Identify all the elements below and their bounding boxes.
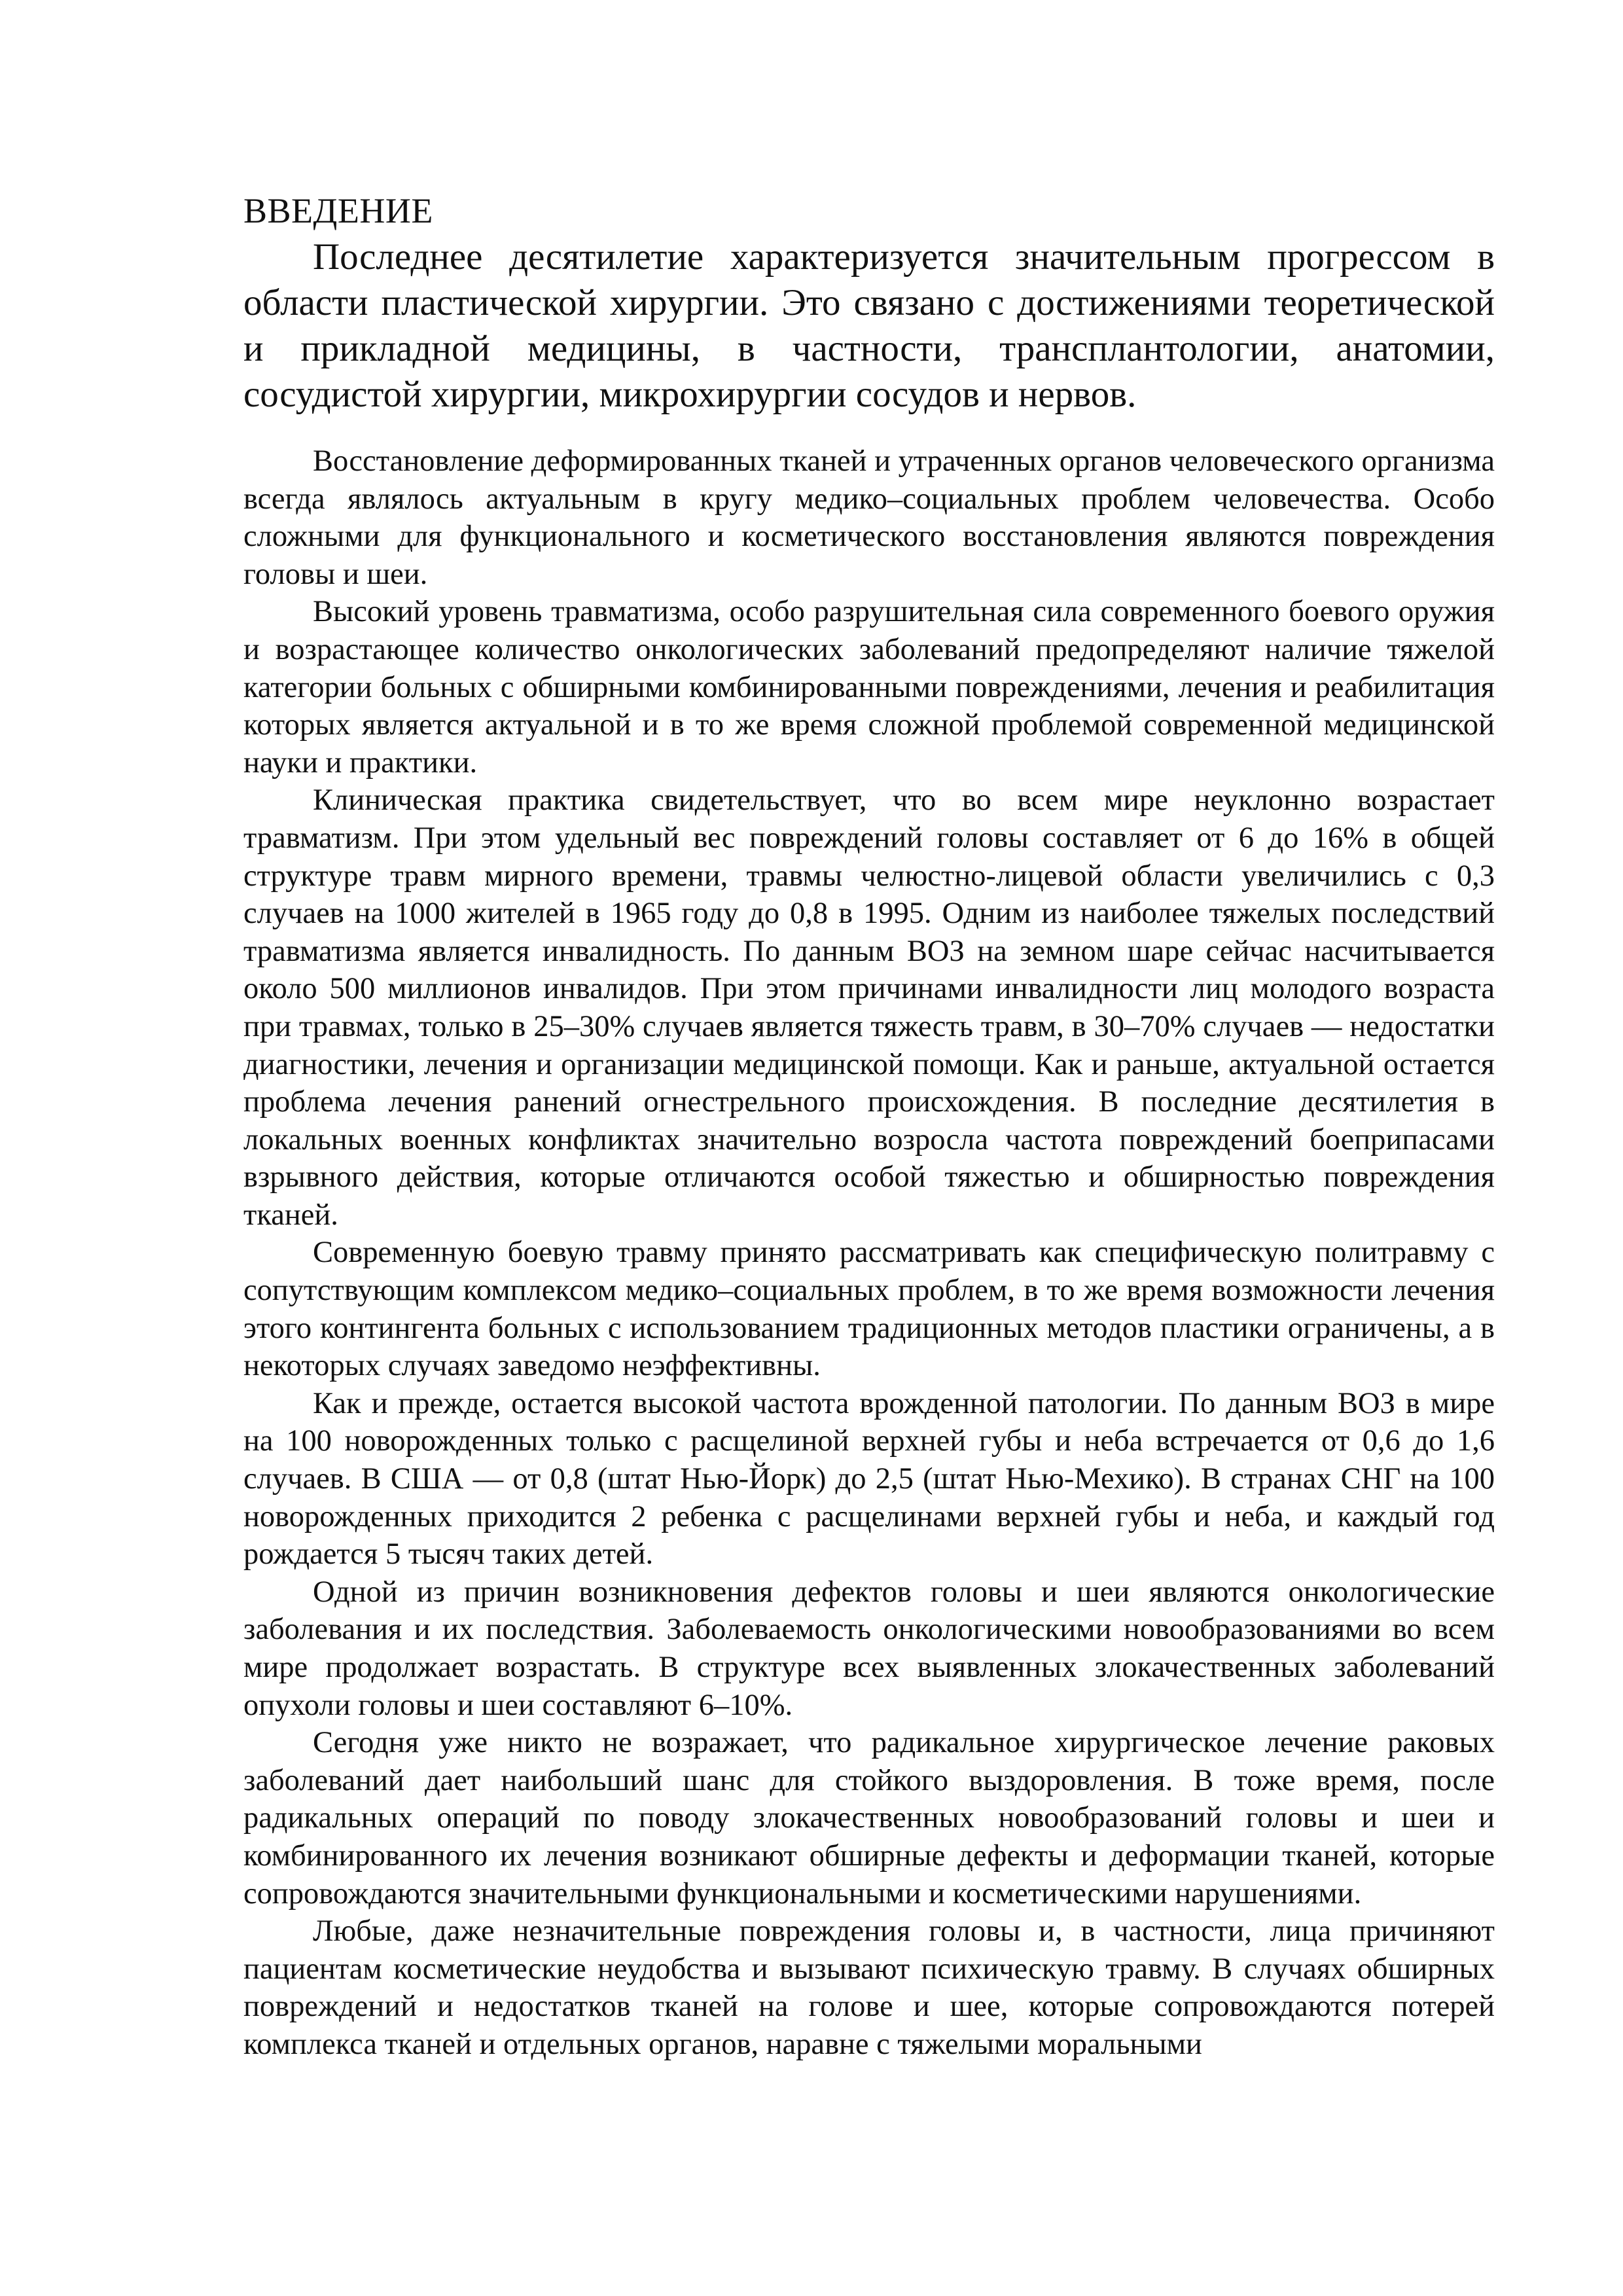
paragraph-4: Современную боевую травму принято рассматривать как специфическую политравму с сопутствующим комплексом медико–социальных проблем, в то же время возможности лечения этого контингента больных с использованием традиционных методов пластики ограничены, а в некоторых случаях заведомо неэффективны. (243, 1236, 1495, 1383)
paragraph-7: Сегодня уже никто не возражает, что радикальное хирургическое лечение раковых заболеваний дает наибольший шанс для стойкого выздоровления. В тоже время, после радикальных операций по поводу злокачественных новообразований головы и шеи и комбинированного их лечения возникают обширные дефекты и деформации тканей, которые сопровождаются значительными функциональными и косметическими нарушениями. (243, 1726, 1495, 1910)
document-page (243, 190, 1495, 2064)
paragraph-3: Клиническая практика свидетельствует, что во всем мире неуклонно возрастает травматизм. При этом удельный вес повреждений головы составляет от 6 до 16% в общей структуре травм мирного времени, травмы челюстно-лицевой области увеличились с 0,3 случаев на 1000 жителей в 1965 году до 0,8 в 1995. Одним из наиболее тяжелых последствий травматизма является инвалидность. По данным ВОЗ на земном шаре сейчас насчитывается около 500 миллионов инвалидов. При этом причинами инвалидности лиц молодого возраста при травмах, только в 25–30% случаев является тяжесть травм, в 30–70% случаев — недостатки диагностики, лечения и организации медицинской помощи. Как и раньше, актуальной остается проблема лечения ранений огнестрельного происхождения. В последние десятилетия в локальных военных конфликтах значительно возросла частота повреждений боеприпасами взрывного действия, которые отличаются особой тяжестью и обширностью повреждения тканей. (243, 783, 1495, 1232)
paragraph-2: Высокий уровень травматизма, особо разрушительная сила современного боевого оружия и возрастающее количество онкологических заболеваний предопределяют наличие тяжелой категории больных с обширными комбинированными повреждениями, лечения и реабилитация которых является актуальной и в то же время сложной проблемой современной медицинской науки и практики. (243, 595, 1495, 780)
lead-paragraph: Последнее десятилетие характеризуется значительным прогрессом в области пластической хирургии. Это связано с достижениями теоретической и прикладной медицины, в частности, трансплантологии, анатомии, сосудистой хирургии, микрохирургии сосудов и нервов. (243, 236, 1495, 415)
section-heading: ВВЕДЕНИЕ (243, 191, 433, 230)
paragraph-8: Любые, даже незначительные повреждения головы и, в частности, лица причиняют пациентам косметические неудобства и вызывают психическую травму. В случаях обширных повреждений и недостатков тканей на голове и шее, которые сопровождаются потерей комплекса тканей и отдельных органов, наравне с тяжелыми моральными (243, 1914, 1495, 2061)
paragraph-5: Как и прежде, остается высокой частота врожденной патологии. По данным ВОЗ в мире на 100 новорожденных только с расщелиной верхней губы и неба встречается от 0,6 до 1,6 случаев. В США — от 0,8 (штат Нью-Йорк) до 2,5 (штат Нью-Мехико). В странах СНГ на 100 новорожденных приходится 2 ребенка с расщелинами верхней губы и неба, и каждый год рождается 5 тысяч таких детей. (243, 1386, 1495, 1571)
paragraph-6: Одной из причин возникновения дефектов головы и шеи являются онкологические заболевания и их последствия. Заболеваемость онкологическими новообразованиями во всем мире продолжает возрастать. В структуре всех выявленных злокачественных заболеваний опухоли головы и шеи составляют 6–10%. (243, 1575, 1495, 1722)
paragraph-1: Восстановление деформированных тканей и утраченных органов человеческого организма всегда являлось актуальным в кругу медико–социальных проблем человечества. Особо сложными для функционального и косметического восстановления являются повреждения головы и шеи. (243, 444, 1495, 591)
